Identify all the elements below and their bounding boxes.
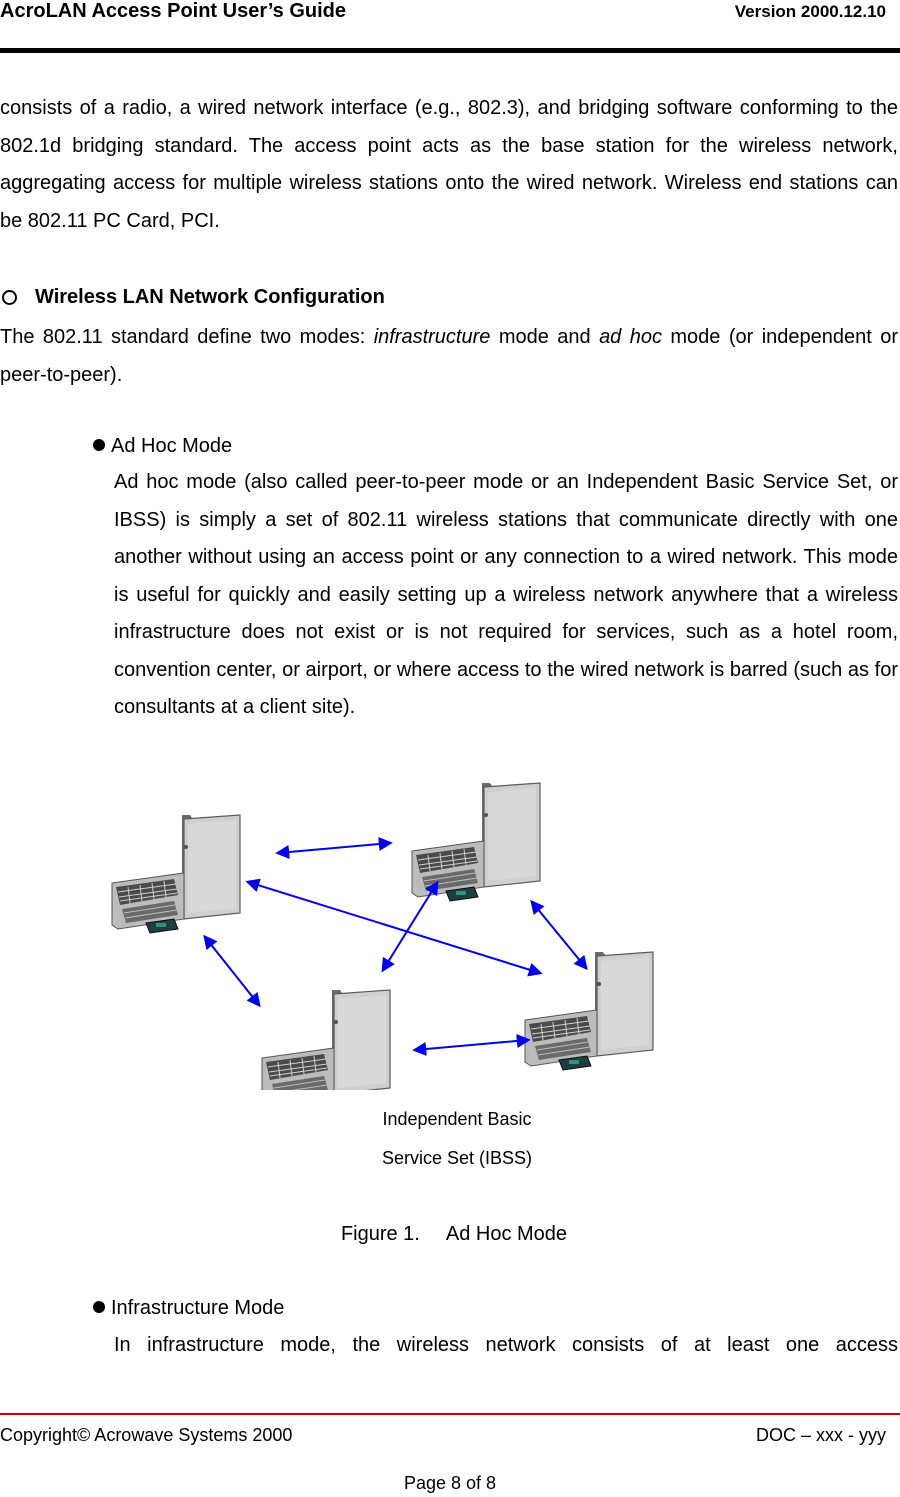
filled-bullet-icon xyxy=(93,1301,105,1313)
bullet-infrastructure xyxy=(93,1293,284,1323)
modes-text-after: mode (or independent or peer-to-peer). xyxy=(0,326,899,386)
link-arrow xyxy=(278,843,390,853)
document-id: DOC – xxx - yyy xyxy=(755,1425,886,1445)
page-number: Page 8 of 8 xyxy=(403,1473,497,1493)
filled-bullet-icon xyxy=(93,439,105,451)
link-arrow xyxy=(248,882,540,973)
circle-bullet-icon xyxy=(2,290,17,305)
ad-hoc-paragraph: Ad hoc mode (also called peer-to-peer mode or an Independent Basic Service Set, or IBSS) is simply a set of 802.11 wireless stations that communicate directly with one another without using an access point or any connection to a wired network. This mode is useful for quickly and easily setting up a wireless network anywhere that a wireless infrastructure does not exist or is not required for services, such as a hotel room, convention center, or airport, or where access to the wired network is barred (such as for consultants at a client site). xyxy=(114,471,898,718)
section-heading-text: Wireless LAN Network Configuration xyxy=(35,286,385,308)
modes-text-before: The 802.11 standard define two modes: xyxy=(0,326,374,348)
infrastructure-paragraph: In infrastructure mode, the wireless network consists of at least one access xyxy=(114,1334,898,1356)
laptop-icon-bottom-left xyxy=(262,990,390,1090)
figure-caption xyxy=(0,1219,900,1249)
bullet-infrastructure-label: Infrastructure Mode xyxy=(111,1297,285,1319)
link-arrow xyxy=(532,902,586,968)
link-arrow xyxy=(205,937,259,1005)
header-divider xyxy=(0,48,900,53)
bullet-ad-hoc-label: Ad Hoc Mode xyxy=(111,435,233,457)
term-ad-hoc: ad hoc xyxy=(599,326,662,348)
footer-divider xyxy=(0,1413,900,1415)
laptop-icon-bottom-right xyxy=(525,952,653,1070)
ibss-diagram xyxy=(100,780,670,1090)
bullet-ad-hoc xyxy=(93,431,232,461)
laptop-icon-top-right xyxy=(412,783,540,901)
link-arrow xyxy=(415,1040,528,1050)
figure-label-line2: Service Set (IBSS) xyxy=(381,1148,533,1168)
document-version: Version 2000.12.10 xyxy=(734,2,886,21)
modes-text-middle: mode and xyxy=(490,326,600,348)
document-title: AcroLAN Access Point User’s Guide xyxy=(0,0,347,22)
intro-paragraph: consists of a radio, a wired network interface (e.g., 802.3), and bridging software conforming to the 802.1d bridging standard. The access point acts as the base station for the wireless network, aggregating access for multiple wireless stations onto the wired network. Wireless end stations can be 802.11 PC Card, PCI. xyxy=(0,97,898,232)
laptop-icon-top-left xyxy=(112,815,240,933)
figure-label-line1: Independent Basic xyxy=(382,1109,532,1129)
modes-paragraph xyxy=(0,319,898,394)
section-heading xyxy=(0,282,385,312)
figure-caption-title: Ad Hoc Mode xyxy=(445,1223,568,1245)
term-infrastructure: infrastructure xyxy=(373,326,491,348)
copyright-text: Copyright© Acrowave Systems 2000 xyxy=(0,1425,293,1445)
figure-caption-number: Figure 1. xyxy=(340,1223,420,1245)
